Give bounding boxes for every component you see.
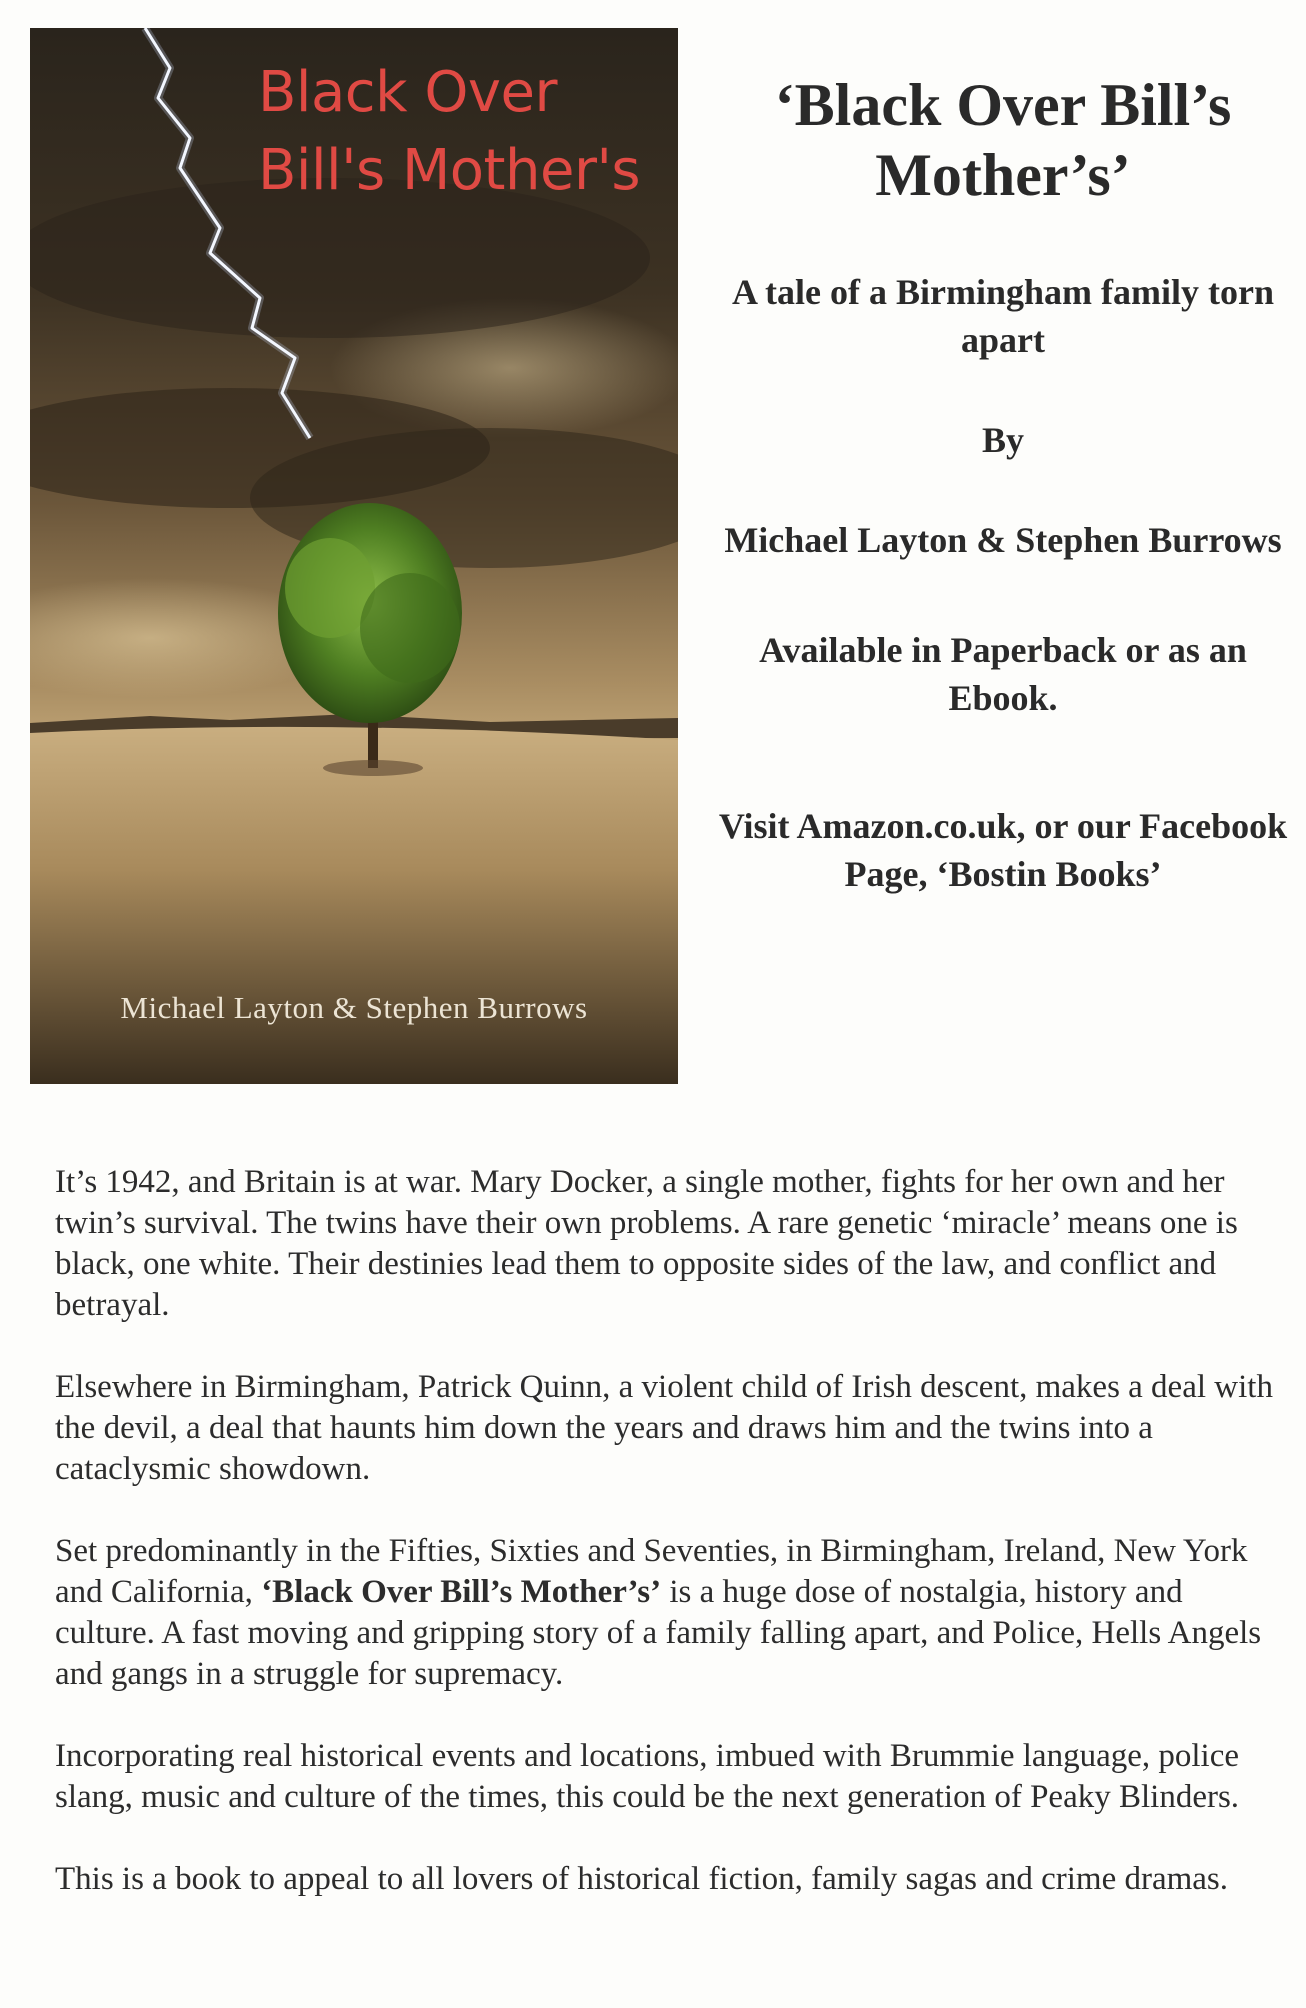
- paragraph-1: It’s 1942, and Britain is at war. Mary Docker, a single mother, fights for her own and her twin’s survival. The twins have their own problems. A rare genetic ‘miracle’ means one is black, one white. Their destinies lead them to opposite sides of the law, and conflict and betrayal.: [55, 1164, 1238, 1323]
- book-cover: [30, 28, 678, 1084]
- paragraph-3-title: ‘Black Over Bill’s Mother’s’: [261, 1574, 662, 1610]
- book-title: ‘Black Over Bill’s Mother’s’: [774, 72, 1232, 208]
- authors: Michael Layton & Stephen Burrows: [724, 520, 1282, 560]
- cover-title-line-1: Black Over: [258, 60, 558, 125]
- paragraph-5: This is a book to appeal to all lovers of historical fiction, family sagas and crime dramas.: [55, 1861, 1229, 1897]
- availability: Available in Paperback or as an Ebook.: [759, 630, 1247, 718]
- visit-info: Visit Amazon.co.uk, or our Facebook Page, ‘Bostin Books’: [718, 806, 1288, 894]
- synopsis: [55, 1162, 1280, 1941]
- paragraph-3: [55, 1531, 1280, 1695]
- paragraph-4: Incorporating real historical events and locations, imbued with Brummie language, police slang, music and culture of the times, this could be the next generation of Peaky Blinders.: [55, 1738, 1240, 1815]
- cover-authors: Michael Layton & Stephen Burrows: [120, 990, 588, 1025]
- tagline: A tale of a Birmingham family torn apart: [732, 272, 1274, 360]
- paragraph-3-start: Set predominantly in the Fifties, Sixties and Seventies, in Birmingham, Ireland, New York and California,: [55, 1533, 1248, 1610]
- cover-title: [258, 54, 678, 210]
- cover-title-line-2: Bill's Mother's: [258, 138, 641, 203]
- page-bottom-edge: [0, 1990, 1306, 2008]
- by-label: By: [981, 420, 1024, 460]
- paragraph-3-end: is a huge dose of nostalgia, history and culture. A fast moving and gripping story of a family falling apart, and Police, Hells Angels and gangs in a struggle for supremacy.: [55, 1574, 1262, 1692]
- book-info: [710, 54, 1296, 898]
- paragraph-2: Elsewhere in Birmingham, Patrick Quinn, a violent child of Irish descent, makes a deal with the devil, a deal that haunts him down the years and draws him and the twins into a cataclysmic showdown.: [55, 1369, 1273, 1487]
